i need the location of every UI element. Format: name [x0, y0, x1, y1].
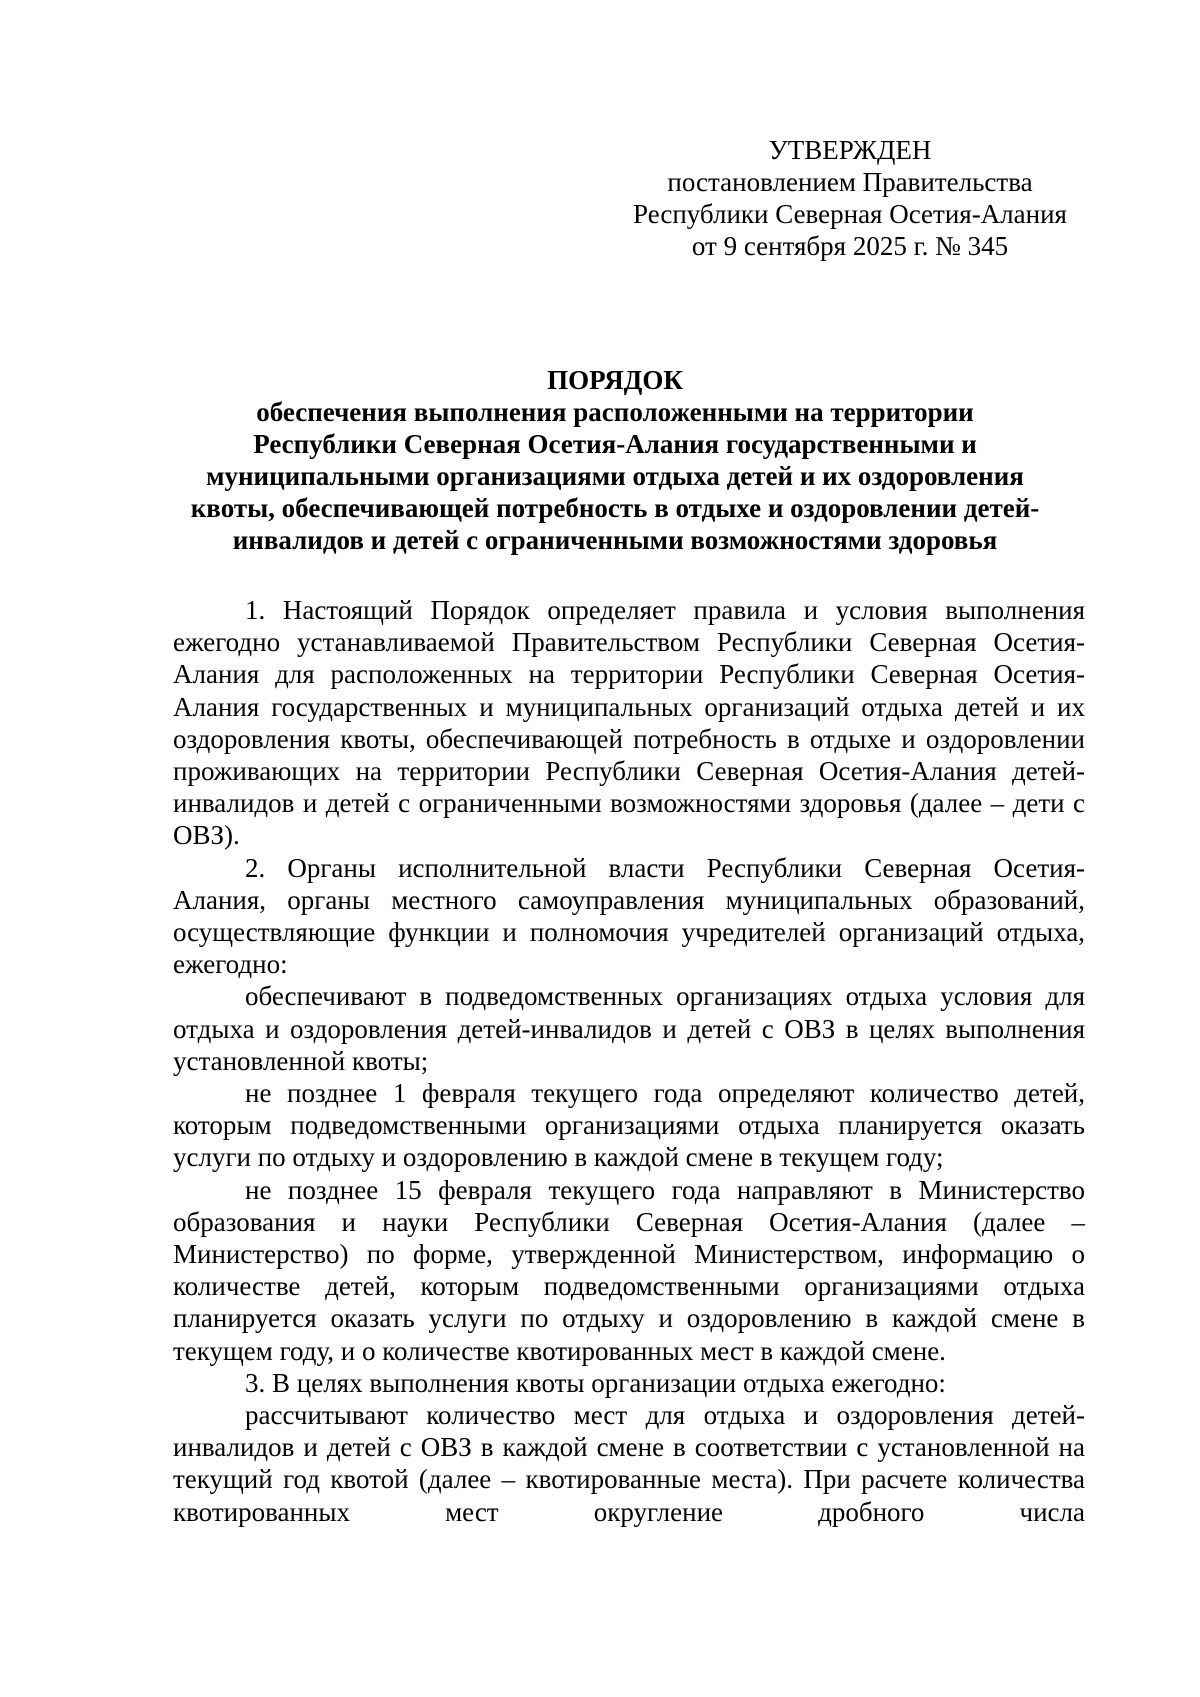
paragraph-3-item-calculation: рассчитывают количество мест для отдыха и оздоровления детей-инвалидов и детей с ОВЗ в каждой смене в соответствии с установленной на текущий год квотой (далее – квотированные места). При расчете количества квотированных мест округление дробного числа: [173, 1400, 1085, 1527]
approval-status: УТВЕРЖДЕН: [768, 135, 932, 165]
document-subtitle-line: инвалидов и детей с ограниченными возможностями здоровья: [232, 525, 998, 555]
document-title: ПОРЯДОК: [547, 365, 683, 395]
paragraph-2: 2. Органы исполнительной власти Республики Северная Осетия-Алания, органы местного самоуправления муниципальных образований, осуществляющие функции и полномочия учредителей организаций отдыха, ежегодно:: [173, 852, 1085, 980]
approval-act: постановлением Правительства: [667, 167, 1033, 197]
approval-issuer: Республики Северная Осетия-Алания: [633, 199, 1067, 229]
document-subtitle-line: муниципальными организациями отдыха детей и их оздоровления: [206, 461, 1024, 491]
paragraph-3: 3. В целях выполнения квоты организации отдыха ежегодно:: [245, 1367, 946, 1398]
document-subtitle-line: квоты, обеспечивающей потребность в отдыхе и оздоровлении детей-: [190, 493, 1040, 523]
paragraph-2-item-feb15: не позднее 15 февраля текущего года направляют в Министерство образования и науки Республики Северная Осетия-Алания (далее – Министерство) по форме, утвержденной Министерством, информацию о количестве детей, которым подведомственными организациями отдыха планируется оказать услуги по отдыху и оздоровлению в каждой смене в текущем году, и о количестве квотированных мест в каждой смене.: [173, 1174, 1085, 1366]
document-subtitle-line: Республики Северная Осетия-Алания государственными и: [253, 429, 977, 459]
paragraph-2-item-feb1: не позднее 1 февраля текущего года определяют количество детей, которым подведомственными организациями отдыха планируется оказать услуги по отдыху и оздоровлению в каждой смене в текущем году;: [173, 1078, 1085, 1173]
approval-stamp: [600, 134, 1100, 262]
paragraph-1: 1. Настоящий Порядок определяет правила и условия выполнения ежегодно устанавливаемой Правительством Республики Северная Осетия-Алания для расположенных на территории Республики Северная Осетия-Алания государственных и муниципальных организаций отдыха детей и их оздоровления квоты, обеспечивающей потребность в отдыхе и оздоровлении проживающих на территории Республики Северная Осетия-Алания детей-инвалидов и детей с ограниченными возможностями здоровья (далее – дети с ОВЗ).: [173, 595, 1085, 851]
document-heading: [150, 364, 1080, 556]
document-body: [173, 594, 1085, 1528]
document-subtitle-line: обеспечения выполнения расположенными на территории: [256, 397, 974, 427]
paragraph-2-item-conditions: обеспечивают в подведомственных организациях отдыха условия для отдыха и оздоровления детей-инвалидов и детей с ОВЗ в целях выполнения установленной квоты;: [173, 981, 1085, 1076]
approval-date-number: от 9 сентября 2025 г. № 345: [691, 231, 1009, 261]
